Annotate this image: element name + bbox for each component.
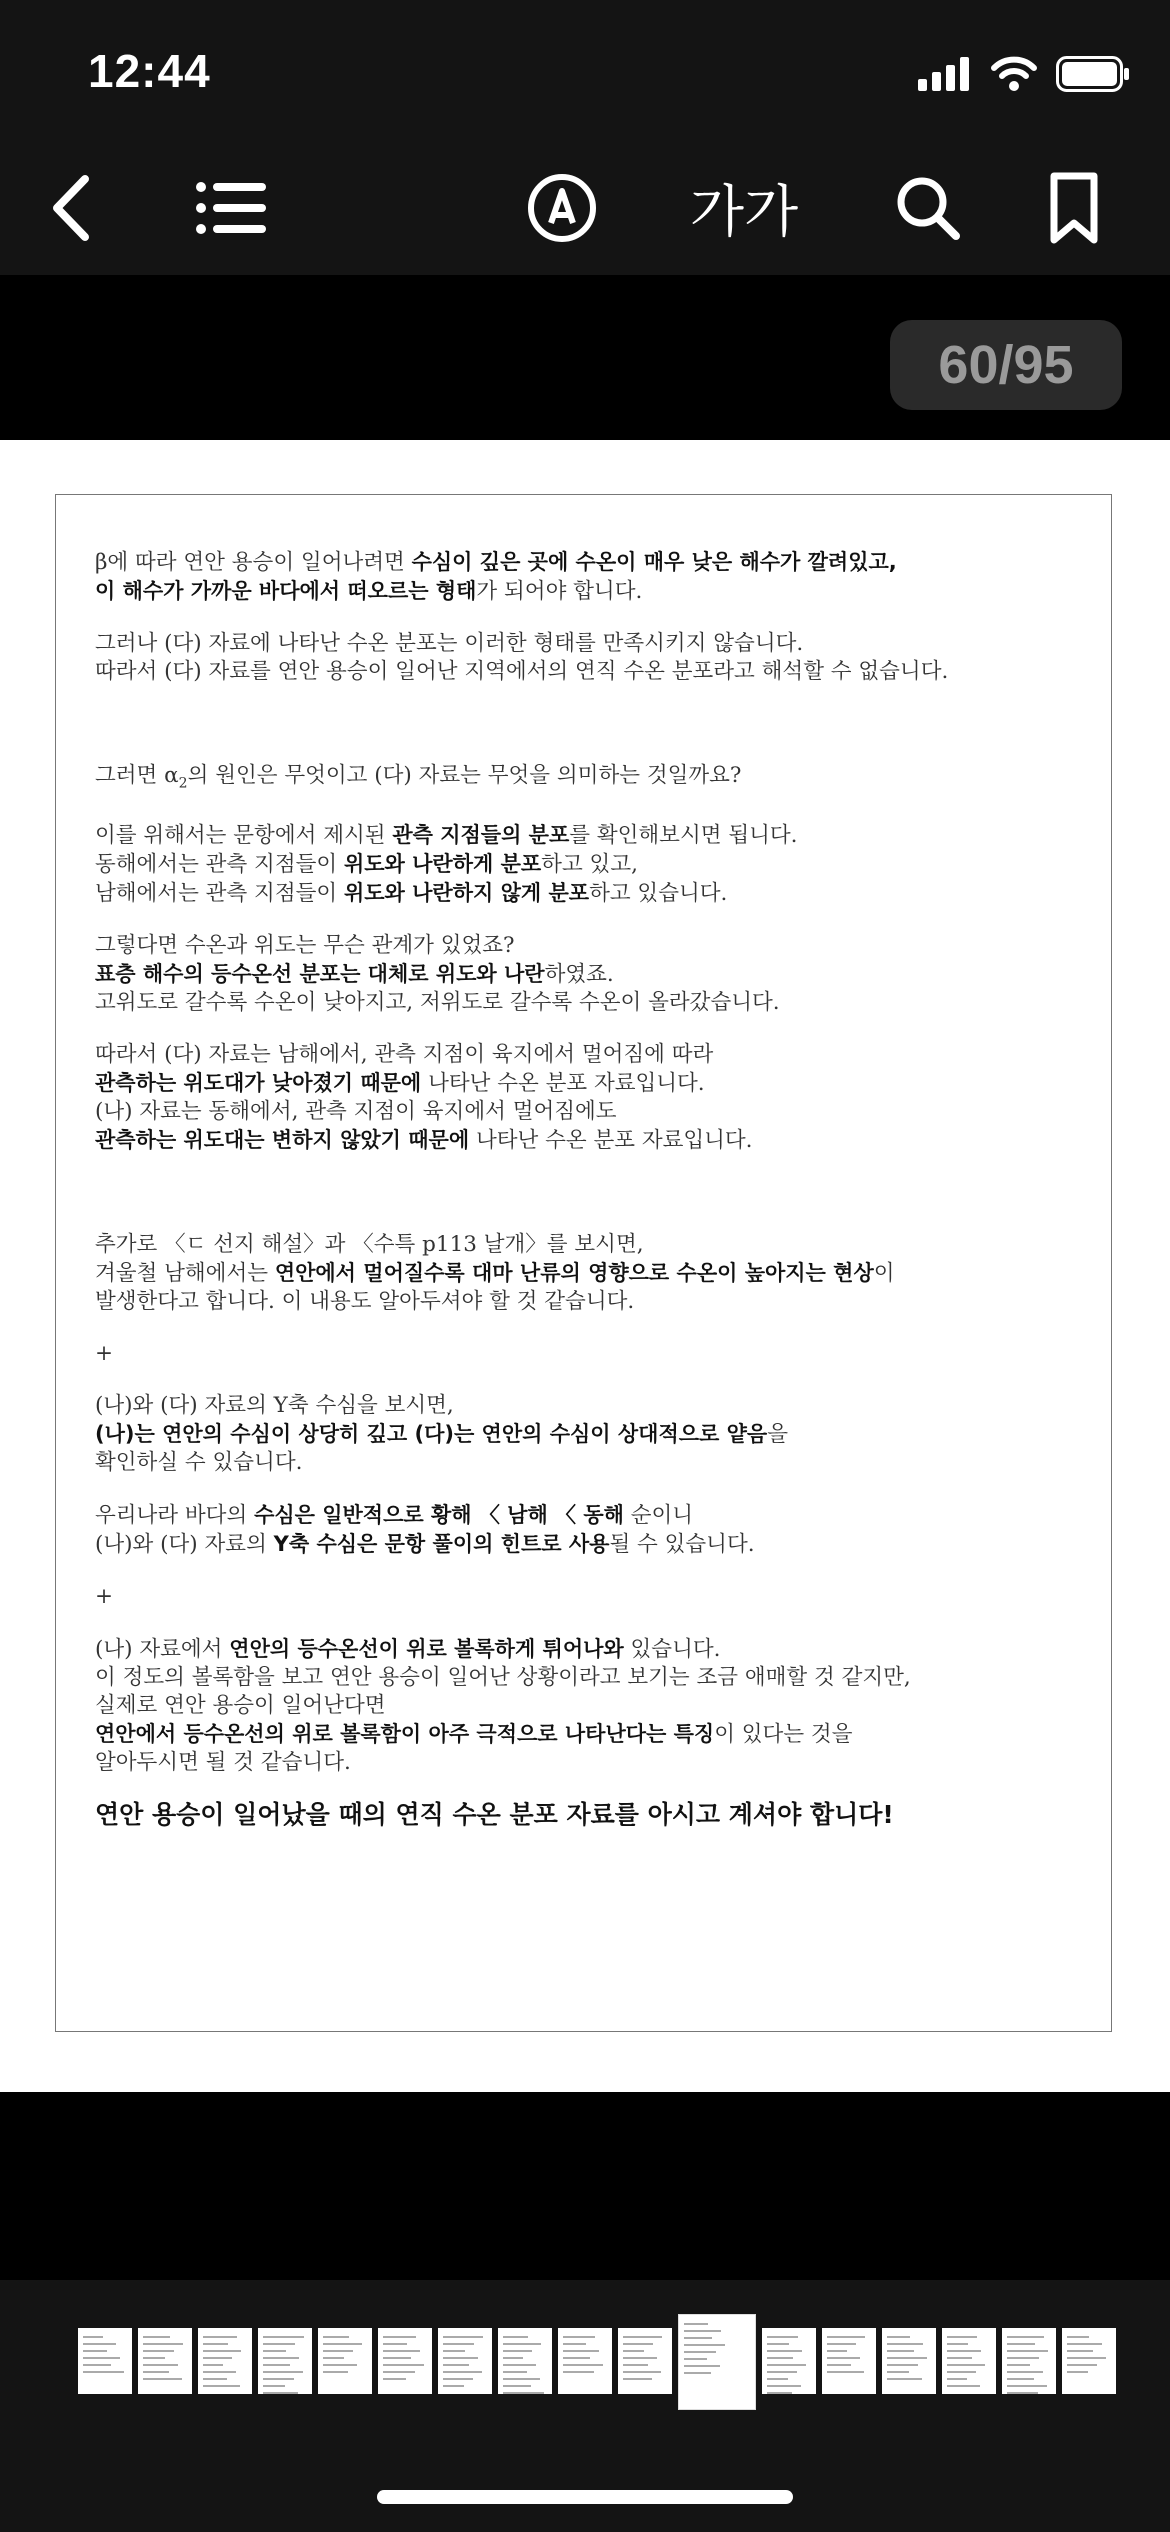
page-thumbnail[interactable] bbox=[1062, 2328, 1116, 2394]
status-icons bbox=[918, 52, 1130, 96]
page-thumbnail[interactable] bbox=[378, 2328, 432, 2394]
search-button[interactable] bbox=[892, 165, 964, 251]
text: 하였죠. bbox=[544, 962, 614, 988]
page-counter: 60/95 bbox=[890, 320, 1122, 410]
paragraph-1 bbox=[95, 548, 1095, 606]
text: β에 따라 연안 용승이 일어나려면 bbox=[95, 550, 412, 575]
status-bar bbox=[0, 0, 1170, 140]
thumbnail-list bbox=[78, 2328, 1116, 2410]
bold-text: 표층 해수의 등수온선 분포는 대체로 위도와 나란 bbox=[95, 962, 545, 987]
paragraph-3 bbox=[95, 762, 1095, 797]
plus-separator-2 bbox=[95, 1583, 1095, 1611]
text: 있습니다. bbox=[623, 1637, 721, 1663]
table-of-contents-button[interactable] bbox=[195, 165, 267, 251]
paragraph-4 bbox=[95, 821, 1095, 908]
page-thumbnail[interactable] bbox=[318, 2328, 372, 2394]
text-line: 그렇다면 수온과 위도는 무슨 관계가 있었죠? bbox=[95, 933, 515, 959]
battery-icon bbox=[1056, 56, 1130, 92]
text: 을 bbox=[767, 1422, 788, 1448]
page-thumbnail[interactable] bbox=[882, 2328, 936, 2394]
text-line: 실제로 연안 용승이 일어난다면 bbox=[95, 1693, 386, 1719]
text: 나타난 수온 분포 자료입니다. bbox=[421, 1071, 705, 1097]
bold-text: 연안에서 등수온선의 위로 볼록함이 아주 극적으로 나타난다는 특징 bbox=[95, 1722, 715, 1747]
page-thumbnail[interactable] bbox=[942, 2328, 996, 2394]
text: 나타난 수온 분포 자료입니다. bbox=[469, 1128, 753, 1154]
bold-text: 수심이 깊은 곳에 수온이 매우 낮은 해수가 깔려있고, bbox=[411, 550, 897, 574]
text: 겨울철 남해에서는 bbox=[95, 1261, 275, 1287]
status-time: 12:44 bbox=[88, 45, 211, 97]
text: 하고 있고, bbox=[541, 852, 638, 878]
reader-toolbar bbox=[0, 140, 1170, 275]
page-thumbnail[interactable] bbox=[498, 2328, 552, 2394]
paragraph-10 bbox=[95, 1635, 1095, 1777]
conclusion-text: 연안 용승이 일어났을 때의 연직 수온 분포 자료를 아시고 계셔야 합니다! bbox=[95, 1800, 894, 1830]
bold-text: Y축 수심은 문항 풀이의 힌트로 사용 bbox=[273, 1532, 610, 1557]
text: 될 수 있습니다. bbox=[609, 1532, 755, 1558]
text-line: 따라서 (다) 자료는 남해에서, 관측 지점이 육지에서 멀어짐에 따라 bbox=[95, 1042, 714, 1068]
text: 남해에서는 관측 지점들이 bbox=[95, 881, 344, 907]
bold-text: 관측하는 위도대는 변하지 않았기 때문에 bbox=[95, 1128, 470, 1153]
bold-text: 관측하는 위도대가 낮아졌기 때문에 bbox=[95, 1071, 422, 1096]
cellular-signal-icon bbox=[918, 57, 972, 91]
bookmark-icon bbox=[1049, 171, 1099, 245]
markup-button[interactable] bbox=[526, 165, 598, 251]
text: (나) 자료에서 bbox=[95, 1637, 230, 1663]
plus-sign: + bbox=[95, 1341, 114, 1367]
text-line: (나)와 (다) 자료의 Y축 수심을 보시면, bbox=[95, 1393, 454, 1419]
text: 가 되어야 합니다. bbox=[476, 579, 643, 604]
list-icon bbox=[196, 182, 266, 234]
text-line: 확인하실 수 있습니다. bbox=[95, 1450, 303, 1476]
page-thumbnail[interactable] bbox=[558, 2328, 612, 2394]
bold-text: 이 해수가 가까운 바다에서 떠오르는 형태 bbox=[95, 579, 477, 603]
plus-sign: + bbox=[95, 1584, 114, 1610]
page-thumbnail[interactable] bbox=[198, 2328, 252, 2394]
page-thumbnail[interactable] bbox=[1002, 2328, 1056, 2394]
page-thumbnail[interactable] bbox=[438, 2328, 492, 2394]
text: (나)와 (다) 자료의 bbox=[95, 1532, 274, 1558]
text: 하고 있습니다. bbox=[589, 881, 728, 907]
paragraph-8 bbox=[95, 1392, 1095, 1477]
text: 그러면 α bbox=[95, 763, 179, 788]
text: 이를 위해서는 문항에서 제시된 bbox=[95, 823, 393, 849]
paragraph-5 bbox=[95, 932, 1095, 1017]
text: 동해에서는 관측 지점들이 bbox=[95, 852, 344, 878]
document-text bbox=[95, 548, 1095, 1829]
page-thumbnail[interactable] bbox=[78, 2328, 132, 2394]
bold-text: (나)는 연안의 수심이 상당히 깊고 (다)는 연안의 수심이 상대적으로 얕음 bbox=[95, 1422, 768, 1447]
bold-text: 수심은 일반적으로 황해 〈 남해 〈 동해 bbox=[254, 1503, 624, 1528]
thumbnail-current-page[interactable] bbox=[678, 2314, 756, 2410]
bold-text: 위도와 나란하게 분포 bbox=[343, 852, 542, 877]
text-line: 그러나 (다) 자료에 나타난 수온 분포는 이러한 형태를 만족시키지 않습니다. bbox=[95, 631, 804, 656]
text-line: 추가로 〈ㄷ 선지 해설〉과 〈수특 p113 날개〉를 보시면, bbox=[95, 1232, 644, 1258]
search-icon bbox=[895, 175, 961, 241]
text: 이 있다는 것을 bbox=[714, 1722, 853, 1748]
paragraph-7 bbox=[95, 1231, 1095, 1316]
back-button[interactable] bbox=[40, 165, 102, 251]
text: 우리나라 바다의 bbox=[95, 1503, 255, 1529]
page-thumbnail[interactable] bbox=[258, 2328, 312, 2394]
text-line: 따라서 (다) 자료를 연안 용승이 일어난 지역에서의 연직 수온 분포라고 해석할 수 없습니다. bbox=[95, 659, 949, 684]
bold-text: 관측 지점들의 분포 bbox=[392, 823, 570, 848]
home-indicator[interactable] bbox=[377, 2490, 793, 2504]
page-thumbnail[interactable] bbox=[138, 2328, 192, 2394]
text-line: 발생한다고 합니다. 이 내용도 알아두셔야 할 것 같습니다. bbox=[95, 1289, 635, 1315]
markup-pen-icon bbox=[527, 173, 597, 243]
page-thumbnail[interactable] bbox=[618, 2328, 672, 2394]
font-size-label: 가가 bbox=[689, 180, 799, 245]
wifi-icon bbox=[990, 56, 1038, 92]
text-line: 고위도로 갈수록 수온이 낮아지고, 저위도로 갈수록 수온이 올라갔습니다. bbox=[95, 990, 780, 1016]
bold-text: 연안의 등수온선이 위로 볼록하게 튀어나와 bbox=[229, 1637, 624, 1662]
text-line: 알아두시면 될 것 같습니다. bbox=[95, 1750, 351, 1776]
text-line: 이 정도의 볼록함을 보고 연안 용승이 일어난 상황이라고 보기는 조금 애매할 것 같지만, bbox=[95, 1665, 911, 1691]
page-header-band bbox=[0, 275, 1170, 440]
plus-separator-1 bbox=[95, 1340, 1095, 1368]
page-thumbnail[interactable] bbox=[822, 2328, 876, 2394]
paragraph-9 bbox=[95, 1501, 1095, 1559]
page-thumbnail[interactable] bbox=[762, 2328, 816, 2394]
text: 순이니 bbox=[623, 1503, 694, 1529]
paragraph-6 bbox=[95, 1041, 1095, 1155]
text: 의 원인은 무엇이고 (다) 자료는 무엇을 의미하는 것일까요? bbox=[187, 763, 742, 788]
bold-text: 연안에서 멀어질수록 대마 난류의 영향으로 수온이 높아지는 현상 bbox=[274, 1261, 874, 1286]
text: 를 확인해보시면 됩니다. bbox=[569, 823, 798, 849]
font-size-button[interactable] bbox=[688, 165, 800, 251]
chevron-left-icon bbox=[49, 173, 93, 243]
subscript: 2 bbox=[178, 775, 188, 792]
text-line: (나) 자료는 동해에서, 관측 지점이 육지에서 멀어짐에도 bbox=[95, 1099, 617, 1125]
text: 이 bbox=[873, 1261, 895, 1287]
bookmark-button[interactable] bbox=[1044, 165, 1104, 251]
bold-text: 위도와 나란하지 않게 분포 bbox=[343, 881, 590, 906]
paragraph-2 bbox=[95, 630, 1095, 686]
